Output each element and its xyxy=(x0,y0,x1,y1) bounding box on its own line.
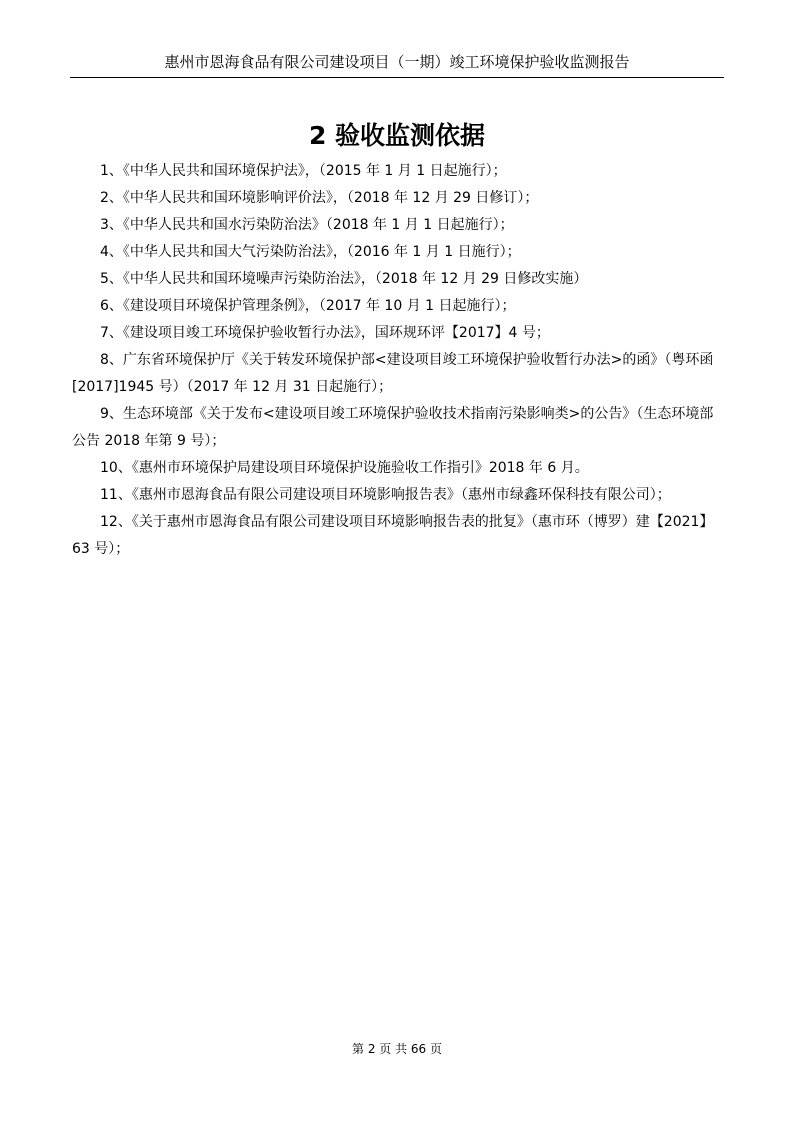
page-number: 第 2 页 共 66 页 xyxy=(352,1042,442,1056)
section-title: 2 验收监测依据 xyxy=(308,121,486,150)
reference-item: 11、《惠州市恩海食品有限公司建设项目环境影响报告表》（惠州市绿鑫环保科技有限公司）； xyxy=(100,487,671,503)
reference-item: 6、《建设项目环境保护管理条例》，（2017 年 10 月 1 日起施行）； xyxy=(100,298,516,314)
reference-item: 9、生态环境部《关于发布<建设项目竣工环境保护验收技术指南污染影响类>的公告》（生态环境部 公告 2018 年第 9 号）； xyxy=(72,406,714,449)
reference-item: 7、《建设项目竣工环境保护验收暂行办法》，国环规环评【2017】4 号； xyxy=(100,325,550,341)
reference-item: 10、《惠州市环境保护局建设项目环境保护设施验收工作指引》2018 年 6 月。 xyxy=(100,460,589,476)
reference-list xyxy=(72,158,722,563)
reference-item: 3、《中华人民共和国水污染防治法》（2018 年 1 月 1 日起施行）； xyxy=(100,217,514,233)
reference-item: 8、广东省环境保护厅《关于转发环境保护部<建设项目竣工环境保护验收暂行办法>的函》（粤环函[2017]1945 号）（2017 年 12 月 31 日起施行）； xyxy=(72,352,714,395)
page-header: 惠州市恩海食品有限公司建设项目（一期）竣工环境保护验收监测报告 xyxy=(164,53,630,71)
header-divider xyxy=(70,77,724,78)
reference-item: 4、《中华人民共和国大气污染防治法》，（2016 年 1 月 1 日施行）； xyxy=(100,244,521,260)
reference-item: 5、《中华人民共和国环境噪声污染防治法》，（2018 年 12 月 29 日修改实施） xyxy=(100,271,588,287)
reference-item: 1、《中华人民共和国环境保护法》，（2015 年 1 月 1 日起施行）； xyxy=(100,163,507,179)
reference-item: 2、《中华人民共和国环境影响评价法》，（2018 年 12 月 29 日修订）； xyxy=(100,190,539,206)
reference-item: 12、《关于惠州市恩海食品有限公司建设项目环境影响报告表的批复》（惠市环（博罗）建【2021】63 号）； xyxy=(72,514,714,557)
